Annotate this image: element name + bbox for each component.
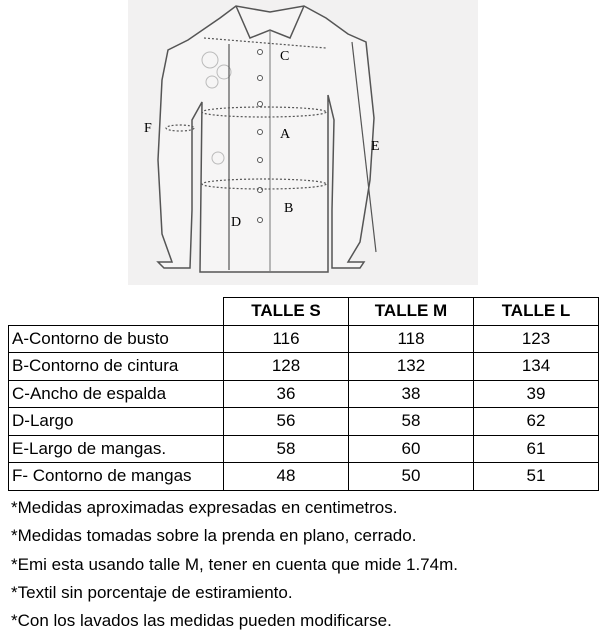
note-line: *Medidas aproximadas expresadas en centimetros.	[11, 498, 398, 517]
cell-value: 123	[474, 325, 599, 353]
cell-value: 132	[349, 353, 474, 381]
table-row	[9, 435, 599, 463]
shirt-measurement-diagram	[128, 0, 478, 285]
cell-value: 58	[349, 408, 474, 436]
row-label: A-Contorno de busto	[9, 325, 224, 353]
table-row	[9, 325, 599, 353]
cell-value: 36	[224, 380, 349, 408]
label-c: C	[280, 49, 290, 64]
note-line: *Con los lavados las medidas pueden modificarse.	[11, 611, 392, 631]
label-a: A	[280, 127, 291, 142]
row-label: D-Largo	[9, 408, 224, 436]
shirt-outline	[158, 6, 374, 272]
table-row	[9, 353, 599, 381]
cell-value: 56	[224, 408, 349, 436]
cell-value: 60	[349, 435, 474, 463]
cell-value: 58	[224, 435, 349, 463]
label-e: E	[371, 139, 380, 154]
table-header-row	[9, 298, 599, 326]
row-label: E-Largo de mangas.	[9, 435, 224, 463]
table-row	[9, 463, 599, 491]
cell-value: 62	[474, 408, 599, 436]
label-f: F	[144, 121, 152, 136]
notes	[11, 494, 458, 635]
cell-value: 128	[224, 353, 349, 381]
cell-value: 118	[349, 325, 474, 353]
cell-value: 61	[474, 435, 599, 463]
cell-value: 51	[474, 463, 599, 491]
row-label: C-Ancho de espalda	[9, 380, 224, 408]
row-label: F- Contorno de mangas	[9, 463, 224, 491]
cell-value: 39	[474, 380, 599, 408]
note-line: *Emi esta usando talle M, tener en cuenta que mide 1.74m.	[11, 554, 458, 574]
row-label: B-Contorno de cintura	[9, 353, 224, 381]
header-talle-l: TALLE L	[474, 298, 599, 326]
cell-value: 38	[349, 380, 474, 408]
size-table	[8, 297, 599, 491]
label-d: D	[231, 215, 242, 230]
cell-value: 48	[224, 463, 349, 491]
table-row	[9, 380, 599, 408]
cell-value: 116	[224, 325, 349, 353]
header-talle-s: TALLE S	[224, 298, 349, 326]
label-b: B	[284, 201, 294, 216]
cell-value: 50	[349, 463, 474, 491]
note-line: *Textil sin porcentaje de estiramiento.	[11, 582, 293, 602]
header-talle-m: TALLE M	[349, 298, 474, 326]
cell-value: 134	[474, 353, 599, 381]
note-line: *Medidas tomadas sobre la prenda en plano, cerrado.	[11, 526, 417, 546]
table-row	[9, 408, 599, 436]
